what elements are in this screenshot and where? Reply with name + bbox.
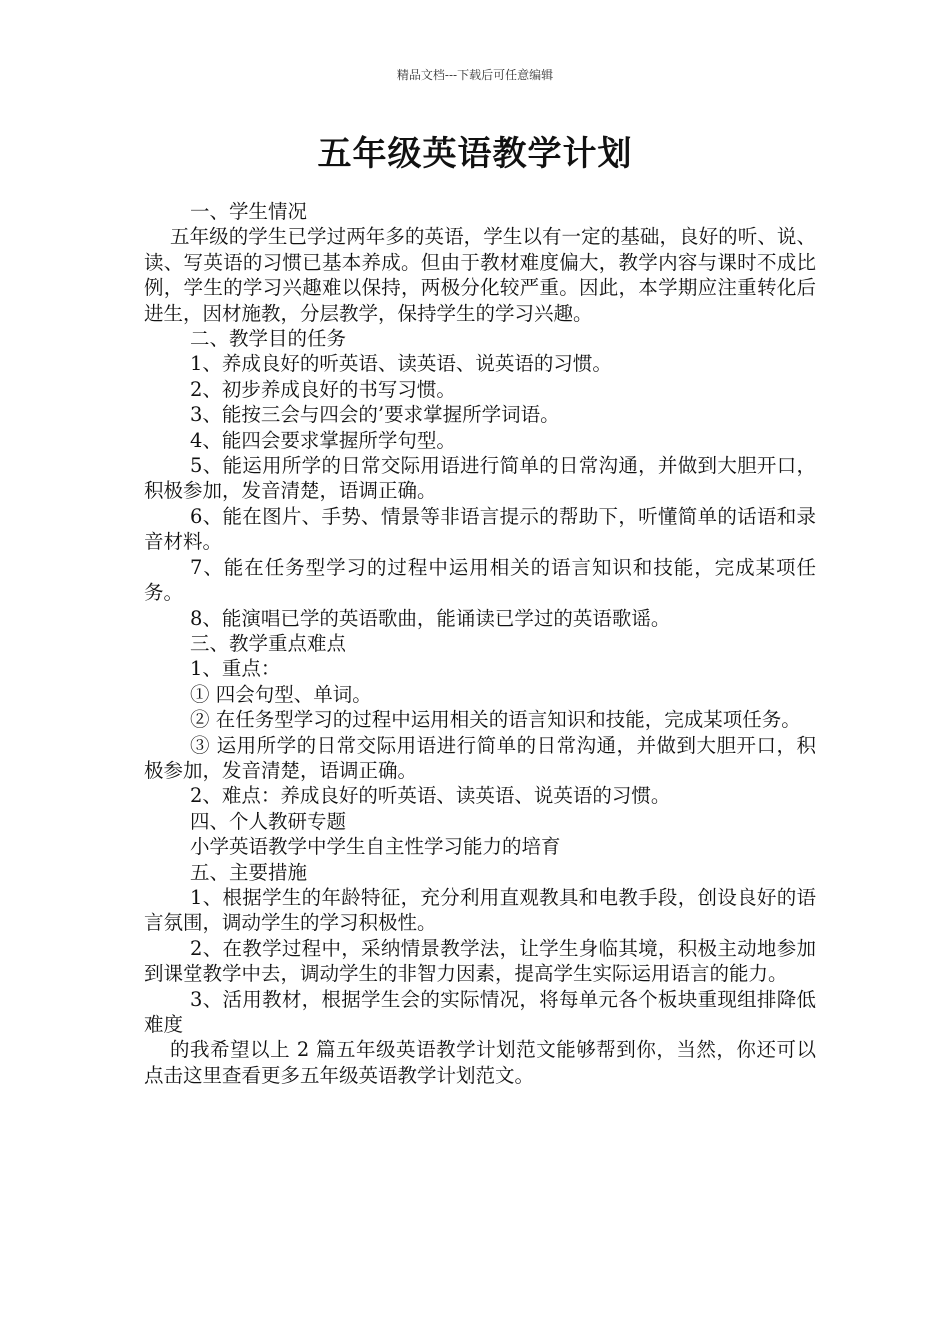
paragraph: 4、能四会要求掌握所学句型。 <box>190 428 456 452</box>
paragraph: 8、能演唱已学的英语歌曲，能诵读已学过的英语歌谣。 <box>190 606 671 630</box>
page-header: 精品文档---下载后可任意编辑 <box>396 68 554 82</box>
paragraph: 1、重点： <box>190 657 281 681</box>
paragraph: 5、能运用所学的日常交际用语进行简单的日常沟通，并做到大胆开口，积极参加，发音清楚，语调正确。 <box>144 454 816 503</box>
paragraph: ② 在任务型学习的过程中运用相关的语言知识和技能，完成某项任务。 <box>190 708 801 732</box>
paragraph: 2、在教学过程中，采纳情景教学法，让学生身临其境，积极主动地参加到课堂教学中去，调动学生的非智力因素，提高学生实际运用语言的能力。 <box>144 936 816 986</box>
document-title: 五年级英语教学计划 <box>317 134 633 174</box>
paragraph: 一、学生情况 <box>190 200 308 223</box>
paragraph: 三、教学重点难点 <box>190 631 347 655</box>
paragraph: 五、主要措施 <box>190 860 308 884</box>
paragraph: 二、教学目的任务 <box>190 327 347 351</box>
paragraph: 6、能在图片、手势、情景等非语言提示的帮助下，听懂简单的话语和录音材料。 <box>144 504 816 554</box>
paragraph: 的我希望以上 2 篇五年级英语教学计划范文能够帮到你，当然，你还可以点击这里查看更多五年级英语教学计划范文。 <box>144 1038 816 1087</box>
paragraph: 1、养成良好的听英语、读英语、说英语的习惯。 <box>190 352 612 376</box>
paragraph: 1、根据学生的年龄特征，充分利用直观教具和电教手段，创设良好的语言氛围，调动学生的学习积极性。 <box>144 885 816 935</box>
document-body <box>144 199 816 1088</box>
paragraph: 7、能在任务型学习的过程中运用相关的语言知识和技能，完成某项任务。 <box>144 555 816 605</box>
paragraph: ③ 运用所学的日常交际用语进行简单的日常沟通，并做到大胆开口，积极参加，发音清楚，语调正确。 <box>144 733 816 782</box>
paragraph: 3、活用教材，根据学生会的实际情况，将每单元各个板块重现组排降低难度 <box>144 987 816 1036</box>
paragraph: 小学英语教学中学生自主性学习能力的培育 <box>190 835 561 859</box>
paragraph: 2、初步养成良好的书写习惯。 <box>190 377 456 401</box>
paragraph: 五年级的学生已学过两年多的英语，学生以有一定的基础，良好的听、说、读、写英语的习惯已基本养成。但由于教材难度偏大，教学内容与课时不成比例，学生的学习兴趣难以保持，两极分化较严重。因此，本学期应注重转化后进生，因材施教，分层教学，保持学生的学习兴趣。 <box>144 225 816 325</box>
paragraph: 2、难点：养成良好的听英语、读英语、说英语的习惯。 <box>190 784 671 808</box>
paragraph: 四、个人教研专题 <box>190 809 347 833</box>
paragraph: 3、能按三会与四会的’要求掌握所学词语。 <box>190 403 560 427</box>
paragraph: ① 四会句型、单词。 <box>190 682 372 706</box>
